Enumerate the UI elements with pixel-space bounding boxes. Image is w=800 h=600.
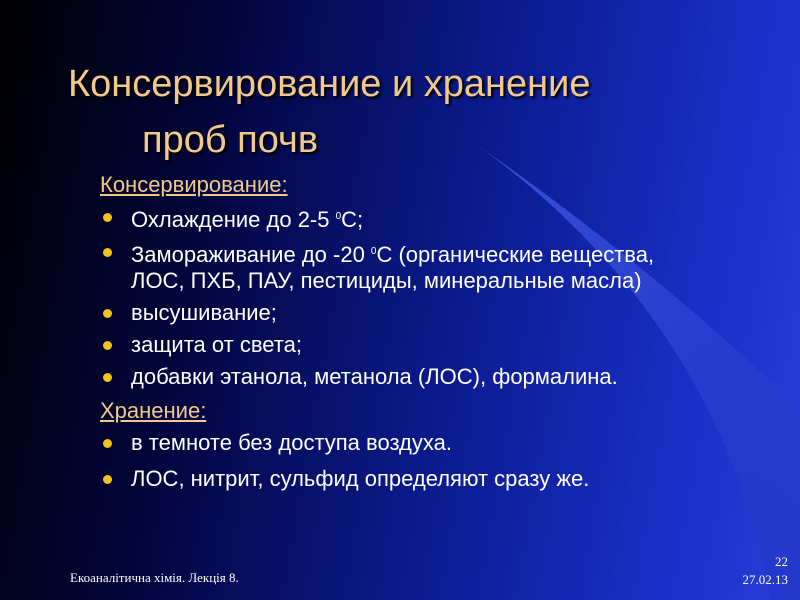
list-item: защита от света;	[100, 332, 700, 358]
section-heading-preservation: Консервирование:	[100, 172, 288, 197]
list-item: высушивание;	[100, 300, 700, 326]
slide-number-block	[743, 553, 789, 589]
list-item: Охлаждение до 2-5 $^0$С;	[100, 204, 700, 233]
section-heading-storage: Хранение:	[100, 398, 207, 423]
footer-text: Екоаналітична хімія. Лекція 8.	[70, 570, 239, 585]
slide-date: 27.02.13	[742, 572, 788, 587]
list-item: Замораживание до -20 $^0$С (органические вещества, ЛОС, ПХБ, ПАУ, пестициды, минеральные масла)	[100, 239, 700, 294]
title-line-2: проб почв	[142, 119, 319, 161]
storage-list	[100, 430, 700, 492]
slide-number: 22	[775, 554, 788, 569]
slide-body	[100, 170, 700, 498]
slide-title	[68, 56, 768, 168]
title-line-1: Консервирование и хранение	[68, 63, 591, 105]
list-item: добавки этанола, метанола (ЛОС), формалина.	[100, 364, 700, 390]
preservation-list	[100, 204, 700, 390]
list-item: в темноте без доступа воздуха.	[100, 430, 700, 456]
list-item: ЛОС, нитрит, сульфид определяют сразу же.	[100, 466, 700, 492]
